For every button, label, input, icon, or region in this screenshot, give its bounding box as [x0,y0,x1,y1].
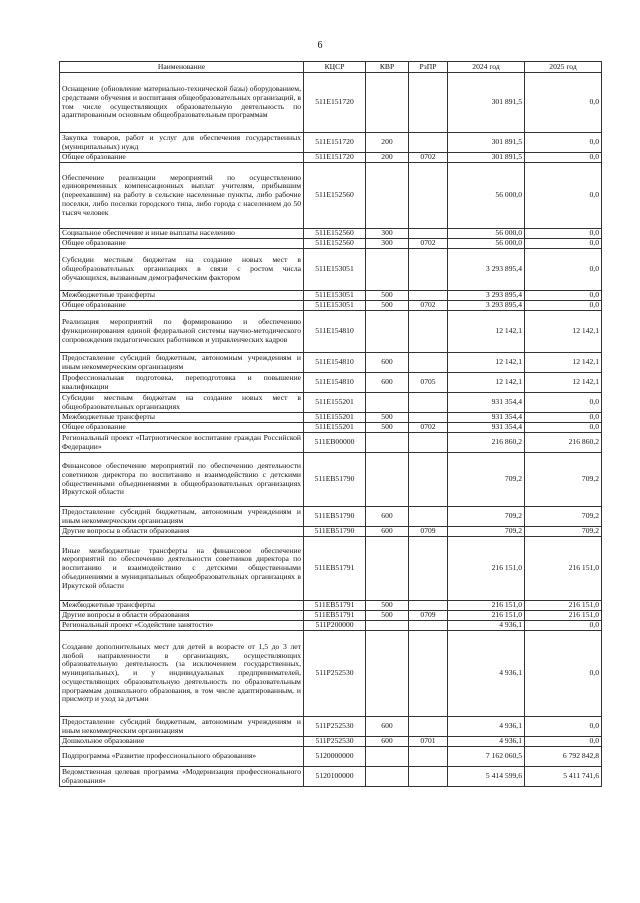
row-rzpr-cell [409,507,448,527]
table-row [60,621,602,631]
row-rzpr-cell [409,601,448,611]
table-row [60,737,602,747]
row-kcsr-cell: 511Е152560 [304,239,366,249]
table-row [60,73,602,133]
row-rzpr-cell [409,133,448,153]
row-kvr-cell [366,73,409,133]
row-2024-cell: 4 936,1 [448,631,525,717]
row-kvr-cell [366,163,409,229]
row-2024-cell: 931 354,4 [448,393,525,413]
header-year-2025: 2025 год [525,62,602,73]
header-name: Наименование [60,62,304,73]
row-name-cell: Общее образование [60,423,304,433]
row-rzpr-cell: 0705 [409,373,448,393]
table-row [60,239,602,249]
table-row [60,527,602,537]
row-rzpr-cell [409,631,448,717]
table-row [60,163,602,229]
row-2025-cell: 216 860,2 [525,433,602,453]
row-2024-cell: 3 293 895,4 [448,249,525,291]
row-2024-cell: 12 142,1 [448,373,525,393]
row-kvr-cell [366,433,409,453]
row-2025-cell: 0,0 [525,717,602,737]
row-kvr-cell: 600 [366,507,409,527]
row-rzpr-cell: 0709 [409,611,448,621]
row-2025-cell: 216 151,0 [525,611,602,621]
row-2024-cell: 709,2 [448,507,525,527]
row-kcsr-cell: 511ЕВ00000 [304,433,366,453]
row-name-cell: Профессиональная подготовка, переподготовка и повышение квалификации [60,373,304,393]
row-2024-cell: 4 936,1 [448,621,525,631]
row-2024-cell: 301 891,5 [448,153,525,163]
row-rzpr-cell [409,433,448,453]
row-2024-cell: 56 000,0 [448,239,525,249]
row-kcsr-cell: 511Е153051 [304,301,366,311]
row-kvr-cell: 500 [366,301,409,311]
row-name-cell: Дошкольное образование [60,737,304,747]
row-kcsr-cell: 511Е154810 [304,373,366,393]
row-name-cell: Региональный проект «Содействие занятости» [60,621,304,631]
table-row [60,601,602,611]
row-name-cell: Социальное обеспечение и иные выплаты населению [60,229,304,239]
row-kcsr-cell: 511Е154810 [304,353,366,373]
row-2025-cell: 0,0 [525,393,602,413]
table-body [60,73,602,787]
row-name-cell: Межбюджетные трансферты [60,413,304,423]
header-year-2024: 2024 год [448,62,525,73]
row-rzpr-cell [409,537,448,601]
table-row [60,393,602,413]
table-row [60,291,602,301]
row-kvr-cell: 600 [366,717,409,737]
header-rzpr: РзПР [409,62,448,73]
row-2024-cell: 216 860,2 [448,433,525,453]
row-2024-cell: 931 354,4 [448,413,525,423]
row-name-cell: Предоставление субсидий бюджетным, автономным учреждениям и иным некоммерческим организациям [60,507,304,527]
row-kvr-cell: 500 [366,601,409,611]
row-name-cell: Межбюджетные трансферты [60,601,304,611]
row-rzpr-cell [409,747,448,767]
row-kcsr-cell: 5120100000 [304,767,366,787]
row-2025-cell: 0,0 [525,413,602,423]
row-kvr-cell [366,311,409,353]
row-kcsr-cell: 511Е151720 [304,133,366,153]
row-2025-cell: 5 411 741,6 [525,767,602,787]
table-row [60,229,602,239]
table-header-row [60,62,602,73]
row-2025-cell: 0,0 [525,291,602,301]
row-rzpr-cell: 0702 [409,423,448,433]
row-2025-cell: 216 151,0 [525,601,602,611]
row-2025-cell: 216 151,0 [525,537,602,601]
row-2025-cell: 0,0 [525,229,602,239]
row-name-cell: Предоставление субсидий бюджетным, автономным учреждениям и иным некоммерческим организациям [60,717,304,737]
row-rzpr-cell [409,393,448,413]
row-rzpr-cell: 0709 [409,527,448,537]
row-kcsr-cell: 511Е155201 [304,413,366,423]
row-name-cell: Финансовое обеспечение мероприятий по обеспечению деятельности советников директора по воспитанию и взаимодействию с детскими общественными объединениями в общеобразовательных организациях Иркутской области [60,453,304,507]
table-row [60,153,602,163]
row-kvr-cell [366,747,409,767]
row-kvr-cell: 200 [366,133,409,153]
row-name-cell: Реализация мероприятий по формированию и обеспечению функционирования единой федеральной системы научно-методического сопровождения педагогических работников и управленческих кадров [60,311,304,353]
row-kvr-cell: 200 [366,153,409,163]
row-name-cell: Обеспечение реализации мероприятий по осуществлению единовременных компенсационных выплат учителям, прибывшим (переехавшим) на работу в сельские населенные пункты, либо рабочие поселки, либо поселки городского типа, либо города с населением до 50 тысяч человек [60,163,304,229]
row-rzpr-cell [409,73,448,133]
row-2025-cell: 0,0 [525,301,602,311]
row-kvr-cell [366,393,409,413]
row-kvr-cell [366,453,409,507]
table-row [60,611,602,621]
row-2024-cell: 301 891,5 [448,133,525,153]
header-kcsr: КЦСР [304,62,366,73]
row-kcsr-cell: 511Е153051 [304,291,366,301]
row-kcsr-cell: 511ЕВ51791 [304,611,366,621]
table-row [60,507,602,527]
row-2025-cell: 12 142,1 [525,353,602,373]
row-kcsr-cell: 511Р252530 [304,717,366,737]
row-kvr-cell [366,621,409,631]
row-rzpr-cell [409,229,448,239]
table-row [60,249,602,291]
row-name-cell: Субсидии местным бюджетам на создание новых мест в общеобразовательных организациях [60,393,304,413]
row-2024-cell: 709,2 [448,527,525,537]
row-rzpr-cell: 0702 [409,153,448,163]
row-2025-cell: 709,2 [525,527,602,537]
table-row [60,433,602,453]
table-row [60,311,602,353]
row-kcsr-cell: 511Е151720 [304,153,366,163]
table-row [60,767,602,787]
table-row [60,423,602,433]
row-rzpr-cell [409,311,448,353]
row-name-cell: Создание дополнительных мест для детей в возрасте от 1,5 до 3 лет любой направленности в организациях, осуществляющих образовательную деятельность (за исключением государственных, муниципальных), и у индивидуальных предпринимателей, осуществляющих образовательную деятельность по образовательным программам дошкольного образования, в том числе адаптированным, и присмотр и уход за детьми [60,631,304,717]
row-2024-cell: 3 293 895,4 [448,301,525,311]
row-name-cell: Ведомственная целевая программа «Модернизация профессионального образования» [60,767,304,787]
row-name-cell: Предоставление субсидий бюджетным, автономным учреждениям и иным некоммерческим организациям [60,353,304,373]
row-kcsr-cell: 511Р252530 [304,737,366,747]
row-2024-cell: 709,2 [448,453,525,507]
row-name-cell: Оснащение (обновление материально-технической базы) оборудованием, средствами обучения и воспитания общеобразовательных организаций, в том числе осуществляющих образовательную деятельность по адаптированным основным общеобразовательным программам [60,73,304,133]
row-2024-cell: 216 151,0 [448,601,525,611]
row-2024-cell: 56 000,0 [448,163,525,229]
row-kcsr-cell: 511ЕВ51790 [304,527,366,537]
table-row [60,631,602,717]
row-2024-cell: 931 354,4 [448,423,525,433]
table-row [60,373,602,393]
row-rzpr-cell [409,249,448,291]
row-rzpr-cell [409,621,448,631]
budget-table [59,61,602,787]
row-kcsr-cell: 511Е152560 [304,163,366,229]
row-kvr-cell: 500 [366,611,409,621]
row-kcsr-cell: 511Е151720 [304,73,366,133]
row-2025-cell: 12 142,1 [525,311,602,353]
row-kvr-cell [366,767,409,787]
row-kvr-cell: 500 [366,423,409,433]
header-kvr: КВР [366,62,409,73]
row-2025-cell: 0,0 [525,153,602,163]
row-kcsr-cell: 511ЕВ51791 [304,537,366,601]
row-kvr-cell: 600 [366,527,409,537]
row-2024-cell: 5 414 599,6 [448,767,525,787]
row-rzpr-cell [409,717,448,737]
row-kcsr-cell: 511ЕВ51791 [304,601,366,611]
row-name-cell: Общее образование [60,153,304,163]
row-2025-cell: 0,0 [525,423,602,433]
row-2024-cell: 4 936,1 [448,737,525,747]
row-rzpr-cell [409,163,448,229]
row-kcsr-cell: 511Е152560 [304,229,366,239]
row-2025-cell: 0,0 [525,239,602,249]
row-kcsr-cell: 511ЕВ51790 [304,507,366,527]
row-kvr-cell: 500 [366,291,409,301]
row-kcsr-cell: 511Е154810 [304,311,366,353]
row-2025-cell: 12 142,1 [525,373,602,393]
table-row [60,353,602,373]
row-2024-cell: 12 142,1 [448,353,525,373]
row-2025-cell: 6 792 842,8 [525,747,602,767]
row-kcsr-cell: 511Р200000 [304,621,366,631]
row-2025-cell: 0,0 [525,73,602,133]
row-name-cell: Подпрограмма «Развитие профессионального образования» [60,747,304,767]
row-kvr-cell [366,537,409,601]
row-2024-cell: 7 162 060,5 [448,747,525,767]
row-kcsr-cell: 511ЕВ51790 [304,453,366,507]
row-kvr-cell: 300 [366,229,409,239]
row-2025-cell: 709,2 [525,453,602,507]
row-2025-cell: 0,0 [525,249,602,291]
table-row [60,453,602,507]
row-rzpr-cell: 0702 [409,239,448,249]
table-row [60,537,602,601]
row-2025-cell: 709,2 [525,507,602,527]
row-2024-cell: 301 891,5 [448,73,525,133]
row-rzpr-cell [409,767,448,787]
table-row [60,413,602,423]
row-2025-cell: 0,0 [525,631,602,717]
row-name-cell: Другие вопросы в области образования [60,611,304,621]
row-2024-cell: 216 151,0 [448,611,525,621]
page-number: 6 [317,40,323,51]
row-kcsr-cell: 511Р252530 [304,631,366,717]
row-rzpr-cell [409,291,448,301]
row-2025-cell: 0,0 [525,621,602,631]
table-row [60,133,602,153]
row-2025-cell: 0,0 [525,737,602,747]
row-name-cell: Субсидии местным бюджетам на создание новых мест в общеобразовательных организациях в связи с ростом числа обучающихся, вызванным демографическим фактором [60,249,304,291]
row-kcsr-cell: 5120000000 [304,747,366,767]
row-name-cell: Общее образование [60,239,304,249]
row-kvr-cell [366,631,409,717]
row-kcsr-cell: 511Е153051 [304,249,366,291]
row-2024-cell: 3 293 895,4 [448,291,525,301]
row-2025-cell: 0,0 [525,163,602,229]
row-rzpr-cell [409,353,448,373]
row-2024-cell: 56 000,0 [448,229,525,239]
row-kvr-cell [366,249,409,291]
row-kvr-cell: 600 [366,373,409,393]
row-kvr-cell: 500 [366,413,409,423]
row-kvr-cell: 300 [366,239,409,249]
row-kvr-cell: 600 [366,353,409,373]
row-2024-cell: 4 936,1 [448,717,525,737]
row-name-cell: Иные межбюджетные трансферты на финансовое обеспечение мероприятий по обеспечению деятельности советников директора по воспитанию и взаимодействию с детскими общественными объединениями в муниципальных общеобразовательных организациях в Иркутской области [60,537,304,601]
table-row [60,717,602,737]
row-2025-cell: 0,0 [525,133,602,153]
row-name-cell: Межбюджетные трансферты [60,291,304,301]
row-kcsr-cell: 511Е155201 [304,393,366,413]
row-rzpr-cell: 0702 [409,301,448,311]
row-name-cell: Другие вопросы в области образования [60,527,304,537]
row-kcsr-cell: 511Е155201 [304,423,366,433]
row-name-cell: Общее образование [60,301,304,311]
row-rzpr-cell [409,413,448,423]
row-2024-cell: 216 151,0 [448,537,525,601]
row-name-cell: Региональный проект «Патриотическое воспитание граждан Российской Федерации» [60,433,304,453]
table-row [60,747,602,767]
table-row [60,301,602,311]
row-name-cell: Закупка товаров, работ и услуг для обеспечения государственных (муниципальных) нужд [60,133,304,153]
row-kvr-cell: 600 [366,737,409,747]
row-2024-cell: 12 142,1 [448,311,525,353]
row-rzpr-cell [409,453,448,507]
row-rzpr-cell: 0701 [409,737,448,747]
